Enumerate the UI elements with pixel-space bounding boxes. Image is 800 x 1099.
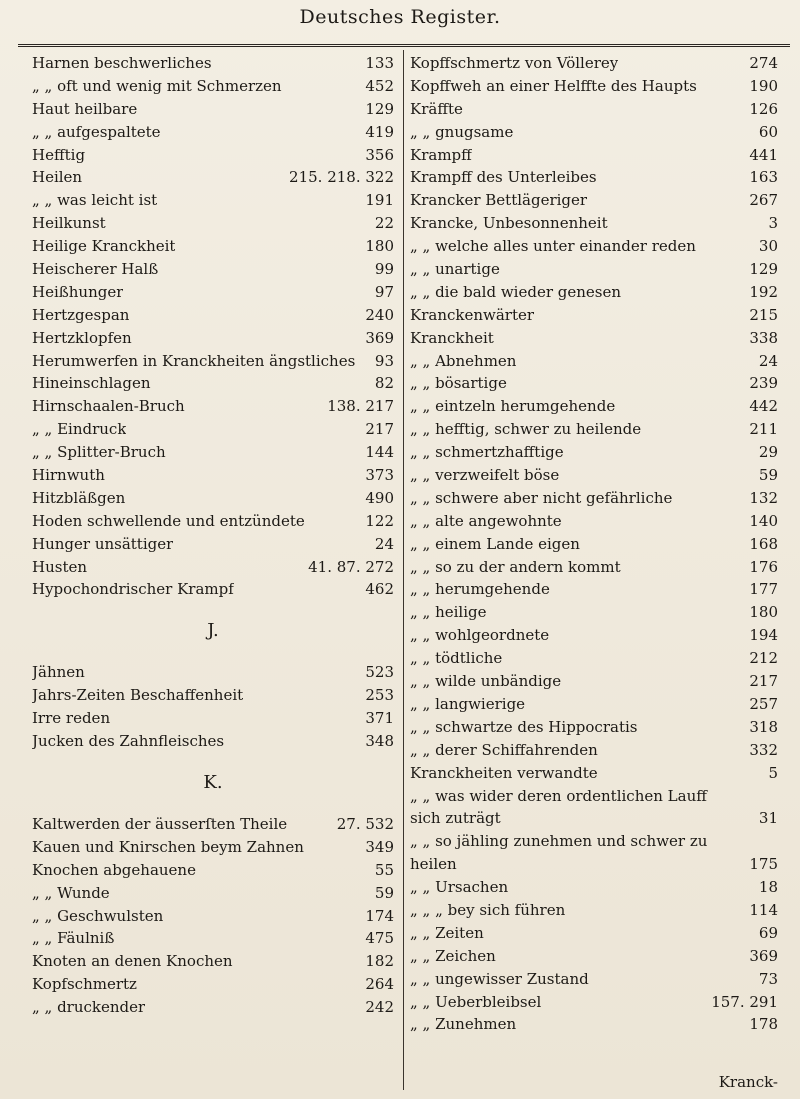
entry-page-number: 93 [374,351,394,370]
index-entry [410,556,778,579]
entry-page-number: 239 [749,374,778,393]
entry-page-number: 215. 218. 322 [289,168,394,187]
entry-term: Kranckenwärter [410,305,535,324]
entry-page-number: 27. 532 [336,814,394,833]
entry-page-number: 157. 291 [711,992,778,1011]
entry-page-number: 191 [365,191,394,210]
index-entry [410,487,778,510]
index-entry [32,684,394,707]
entry-page-number: 356 [365,145,394,164]
entry-page-number: 175 [749,855,778,874]
entry-page-number: 490 [365,488,394,507]
entry-term: „ „ Ueberbleibsel [410,992,542,1011]
entry-term: Jähnen [32,663,85,682]
entry-page-number: 174 [365,906,394,925]
entry-term: „ „ eintzeln herumgehende [410,397,616,416]
index-entry [32,730,394,753]
entry-term: Kranckheit [410,328,494,347]
entry-page-number: 144 [365,443,394,462]
index-entry [32,372,394,395]
entry-term: „ „ druckender [32,998,146,1017]
entry-page-number: 22 [374,214,394,233]
index-entry [32,813,394,836]
entry-term: Hunger unsättiger [32,534,174,553]
entry-page-number: 192 [749,282,778,301]
entry-page-number: 176 [749,557,778,576]
index-entry [410,235,778,258]
entry-page-number: 441 [749,145,778,164]
index-entry [32,464,394,487]
index-entry [32,98,394,121]
entry-term: Kauen und Knirschen beym Zahnen [32,837,304,856]
entry-term: „ „ verzweifelt böse [410,466,560,485]
index-entry [32,973,394,996]
index-entry [32,395,394,418]
index-entry [410,166,778,189]
entry-page-number: 338 [749,328,778,347]
entry-term: Krancker Bettlägeriger [410,191,588,210]
index-entry [410,647,778,670]
entry-term: „ „ wohlgeordnete [410,626,550,645]
index-entry [410,876,778,899]
index-entry [410,510,778,533]
entry-term: Husten [32,557,88,576]
entry-term: Hoden schwellende und entzündete [32,511,305,530]
entry-page-number: 41. 87. 272 [308,557,394,576]
index-entry [32,418,394,441]
index-entry [410,670,778,693]
entry-page-number: 126 [749,99,778,118]
entry-page-number: 369 [749,946,778,965]
entry-page-number: 178 [749,1015,778,1034]
entry-page-number: 97 [374,282,394,301]
index-entry [410,418,778,441]
entry-page-number: 99 [374,260,394,279]
entry-page-number: 240 [365,305,394,324]
left-column [32,52,394,1019]
entry-page-number: 24 [758,351,778,370]
index-entry [410,1013,778,1036]
index-entry [32,166,394,189]
entry-term: „ „ Wunde [32,883,110,902]
entry-term: „ „ herumgehende [410,580,550,599]
index-entry [32,905,394,928]
index-entry [32,235,394,258]
index-entry [32,859,394,882]
entry-term: „ „ hefftig, schwer zu heilende [410,420,642,439]
entry-term: Haut heilbare [32,99,138,118]
entry-term: „ „ was wider deren ordentlichen Lauff sich zuträgt [410,786,707,828]
entry-page-number: 475 [365,929,394,948]
entry-term: „ „ Zeiten [410,923,484,942]
entry-term: „ „ unartige [410,260,500,279]
entry-page-number: 211 [749,420,778,439]
entry-page-number: 257 [749,694,778,713]
index-entry [410,716,778,739]
entry-term: „ „ Eindruck [32,420,127,439]
index-entry [32,996,394,1019]
index-entry [410,785,778,831]
entry-page-number: 168 [749,534,778,553]
index-entry [32,350,394,373]
index-entry [410,968,778,991]
entry-term: „ „ tödtliche [410,649,503,668]
section-gap [32,753,394,767]
index-entry [32,144,394,167]
entry-term: Hypochondrischer Krampf [32,580,234,599]
entry-term: Heilige Kranckheit [32,237,176,256]
entry-term: Kräffte [410,99,463,118]
entry-page-number: 253 [365,686,394,705]
index-entry [32,836,394,859]
entry-term: „ „ schwartze des Hippocratis [410,717,638,736]
entry-page-number: 194 [749,626,778,645]
entry-term: „ „ langwierige [410,694,526,713]
entry-page-number: 373 [365,466,394,485]
index-entry [410,52,778,75]
entry-term: „ „ Zunehmen [410,1015,517,1034]
index-entry [410,212,778,235]
entry-term: „ „ so zu der andern kommt [410,557,621,576]
entry-term: Kopffschmertz von Völlerey [410,54,619,72]
index-entry [410,899,778,922]
index-entry [32,304,394,327]
entry-page-number: 133 [365,54,394,72]
entry-page-number: 24 [374,534,394,553]
index-entry [32,441,394,464]
index-entry [32,75,394,98]
index-entry [32,882,394,905]
entry-page-number: 332 [749,740,778,759]
index-entry [410,762,778,785]
entry-page-number: 212 [749,649,778,668]
index-entry [410,98,778,121]
entry-term: Heißhunger [32,282,124,301]
index-entry [410,281,778,304]
entry-term: Knoten an denen Knochen [32,952,233,971]
entry-page-number: 264 [365,975,394,994]
entry-page-number: 129 [365,99,394,118]
section-gap [32,647,394,661]
entry-page-number: 69 [758,923,778,942]
index-entry [410,533,778,556]
index-entry [410,991,778,1014]
entry-page-number: 3 [768,214,778,233]
entry-term: Irre reden [32,709,111,728]
entry-term: „ „ welche alles unter einander reden [410,237,696,256]
index-entry [410,945,778,968]
index-entry [410,922,778,945]
entry-page-number: 452 [365,76,394,95]
index-entry [410,75,778,98]
entry-term: Hineinschlagen [32,374,151,393]
entry-term: Kopfschmertz [32,975,137,994]
entry-page-number: 523 [365,663,394,682]
entry-term: „ „ was leicht ist [32,191,158,210]
entry-page-number: 59 [374,883,394,902]
entry-term: „ „ alte angewohnte [410,511,562,530]
column-divider [403,50,404,1090]
entry-page-number: 442 [749,397,778,416]
entry-term: Jahrs-Zeiten Beschaffenheit [32,686,244,705]
index-entry [32,707,394,730]
entry-page-number: 274 [749,54,778,72]
entry-page-number: 217 [749,672,778,691]
index-entry [410,441,778,464]
entry-term: Hitzbläßgen [32,488,126,507]
entry-term: „ „ Abnehmen [410,351,517,370]
entry-term: Hertzklopfen [32,328,132,347]
entry-page-number: 267 [749,191,778,210]
index-entry [410,464,778,487]
entry-page-number: 190 [749,76,778,95]
index-entry [410,624,778,647]
index-entry [410,121,778,144]
entry-page-number: 242 [365,998,394,1017]
right-column [410,52,778,1036]
index-entry [32,556,394,579]
entry-term: „ „ Zeichen [410,946,496,965]
index-entry [410,395,778,418]
entry-page-number: 349 [365,837,394,856]
entry-term: Heischerer Halß [32,260,159,279]
entry-page-number: 73 [758,969,778,988]
page-header: Deutsches Register. [299,6,501,28]
index-entry [32,487,394,510]
index-entry [32,52,394,75]
entry-page-number: 215 [749,305,778,324]
entry-page-number: 180 [749,603,778,622]
entry-page-number: 140 [749,511,778,530]
entry-term: Hertzgespan [32,305,130,324]
index-entry [410,258,778,281]
entry-page-number: 82 [374,374,394,393]
entry-term: Krancke, Unbesonnenheit [410,214,608,233]
entry-page-number: 29 [758,443,778,462]
index-entry [32,578,394,601]
index-entry [410,693,778,716]
index-entry [410,578,778,601]
entry-term: „ „ Fäulniß [32,929,115,948]
index-entry [32,121,394,144]
entry-term: „ „ oft und wenig mit Schmerzen [32,76,282,95]
index-entry [32,189,394,212]
entry-page-number: 122 [365,511,394,530]
entry-page-number: 217 [365,420,394,439]
entry-term: „ „ derer Schiffahrenden [410,740,598,759]
index-entry [32,533,394,556]
entry-term: „ „ so jähling zunehmen und schwer zu heilen [410,832,708,874]
entry-page-number: 59 [758,466,778,485]
entry-term: „ „ gnugsame [410,122,514,141]
index-entry [32,281,394,304]
entry-term: „ „ heilige [410,603,487,622]
entry-term: „ „ schwere aber nicht gefährliche [410,488,673,507]
entry-page-number: 182 [365,952,394,971]
entry-term: „ „ Splitter-Bruch [32,443,166,462]
section-gap [32,799,394,813]
entry-term: „ „ wilde unbändige [410,672,562,691]
index-entry [410,304,778,327]
entry-term: Krampff des Unterleibes [410,168,597,187]
entry-page-number: 5 [768,763,778,782]
entry-page-number: 371 [365,709,394,728]
index-entry [32,327,394,350]
index-entry [410,189,778,212]
entry-page-number: 31 [758,809,778,828]
entry-term: Krampff [410,145,472,164]
header-rule [18,44,790,47]
entry-term: Herumwerfen in Kranckheiten ängstliches [32,351,356,370]
entry-page-number: 129 [749,260,778,279]
entry-term: Hefftig [32,145,86,164]
entry-term: Heilkunst [32,214,106,233]
entry-term: „ „ schmertzhafftige [410,443,564,462]
entry-term: Kaltwerden der äusserſten Theile [32,814,288,833]
entry-page-number: 177 [749,580,778,599]
entry-term: „ „ Ursachen [410,878,509,897]
section-gap [32,601,394,615]
index-entry [32,927,394,950]
entry-page-number: 163 [749,168,778,187]
entry-page-number: 132 [749,488,778,507]
entry-page-number: 348 [365,732,394,751]
entry-term: „ „ einem Lande eigen [410,534,580,553]
entry-page-number: 419 [365,122,394,141]
entry-term: Hirnschaalen-Bruch [32,397,185,416]
entry-term: „ „ Geschwulsten [32,906,164,925]
entry-page-number: 369 [365,328,394,347]
entry-term: „ „ „ bey sich führen [410,900,566,919]
catchword: Kranck- [718,1073,778,1091]
entry-term: „ „ die bald wieder genesen [410,282,622,301]
entry-term: Hirnwuth [32,466,105,485]
entry-page-number: 318 [749,717,778,736]
index-entry [410,830,778,876]
entry-term: „ „ bösartige [410,374,507,393]
index-entry [410,327,778,350]
entry-page-number: 60 [758,122,778,141]
entry-page-number: 18 [758,878,778,897]
entry-term: Kopffweh an einer Helffte des Haupts [410,76,697,95]
entry-page-number: 462 [365,580,394,599]
index-entry [410,372,778,395]
index-entry [410,350,778,373]
index-entry [32,258,394,281]
entry-page-number: 55 [374,860,394,879]
index-entry [32,212,394,235]
entry-term: Kranckheiten verwandte [410,763,598,782]
entry-page-number: 138. 217 [327,397,394,416]
entry-term: Jucken des Zahnfleisches [32,732,225,751]
entry-term: Harnen beschwerliches [32,54,212,72]
entry-term: Knochen abgehauene [32,860,196,879]
entry-term: „ „ ungewisser Zustand [410,969,589,988]
index-entry [410,739,778,762]
index-entry [32,661,394,684]
index-entry [410,144,778,167]
entry-page-number: 180 [365,237,394,256]
index-entry [32,950,394,973]
entry-term: „ „ aufgespaltete [32,122,161,141]
entry-page-number: 114 [749,900,778,919]
index-entry [32,510,394,533]
entry-term: Heilen [32,168,83,187]
entry-page-number: 30 [758,237,778,256]
section-letter: K. [203,771,223,793]
index-entry [410,601,778,624]
section-letter: J. [207,620,219,642]
